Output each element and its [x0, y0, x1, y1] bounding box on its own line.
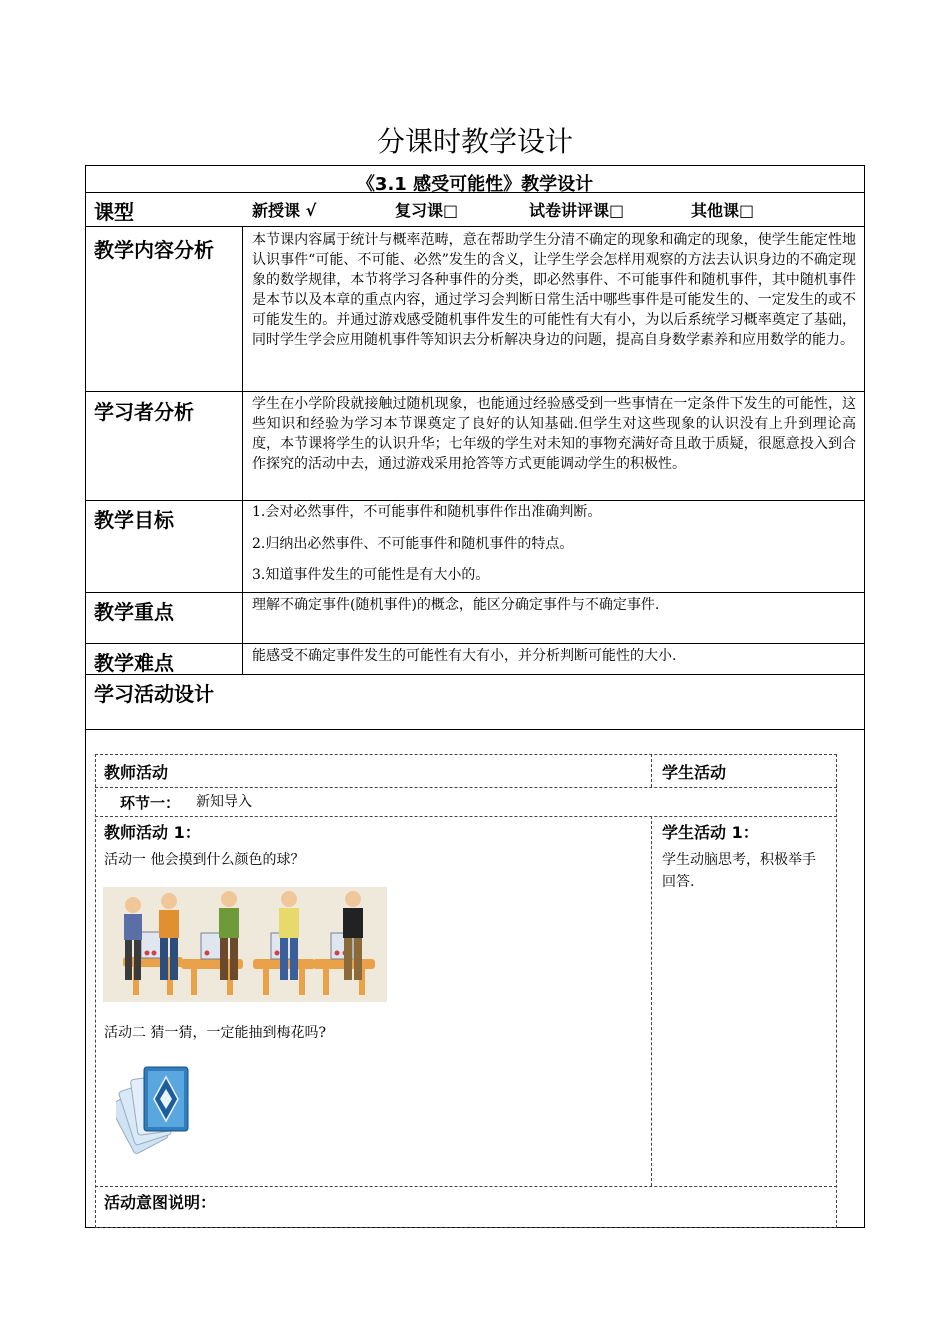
difficulties-text: 能感受不确定事件发生的可能性有大有小，并分析判断可能性的大小. [252, 648, 677, 664]
goal-item-1: 1.会对必然事件，不可能事件和随机事件作出准确判断。 [252, 504, 602, 520]
student-response-text: 学生动脑思考，积极举手回答. [662, 852, 816, 890]
option-new-lesson[interactable]: 新授课 √ [252, 201, 317, 220]
segment-label: 环节一： [120, 794, 181, 812]
activity-one-text: 活动一 他会摸到什么颜色的球？ [104, 852, 305, 868]
learner-analysis-text: 学生在小学阶段就接触过随机现象，也能通过经验感受到一些事情在一定条件下发生的可能性，这些知识和经验为学习本节课奠定了良好的认知基础.但学生对这些现象的认识没有上升到理论高度，本节课将学生的认识升华；七年级的学生对未知的事物充满好奇且敢于质疑，很愿意投入到合作探究的活动中去，通过游戏采用抢答等方式更能调动学生的积极性。 [252, 396, 856, 472]
option-other-lesson[interactable]: 其他课□ [691, 201, 755, 220]
content-analysis-text: 本节课内容属于统计与概率范畴，意在帮助学生分清不确定的现象和确定的现象，使学生能定性地认识事件“可能、不可能、必然”发生的含义，让学生学会怎样用观察的方法去认识身边的不确定现象的数学规律，本节将学习各种事件的分类，即必然事件、不可能事件和随机事件，其中随机事件是本节以及本章的重点内容，通过学习会判断日常生活中哪些事件是可能发生的、一定发生的或不可能发生的。并通过游戏感受随机事件发生的可能性有大有小，为以后系统学习概率奠定了基础，同时学生学会应用随机事件等知识去分析解决身边的问题，提高自身数学素养和应用数学的能力。 [252, 232, 856, 348]
lesson-type-label: 课型 [94, 200, 134, 224]
key-points-label: 教学重点 [94, 600, 174, 624]
goal-item-3: 3.知道事件发生的可能性是有大小的。 [252, 567, 490, 583]
student-activity-header: 学生活动 [662, 763, 727, 782]
goal-item-2: 2.归纳出必然事件、不可能事件和随机事件的特点。 [252, 536, 574, 552]
difficulties-label: 教学难点 [94, 651, 174, 675]
lesson-table [85, 165, 865, 1228]
content-analysis-label: 教学内容分析 [94, 238, 214, 262]
activity-design-label: 学习活动设计 [94, 682, 214, 706]
activity-intent-label: 活动意图说明： [104, 1193, 217, 1212]
playing-cards-illustration [116, 1063, 196, 1158]
teacher-activity-header: 教师活动 [104, 763, 169, 782]
activity-two-text: 活动二 猜一猜，一定能抽到梅花吗? [104, 1025, 326, 1041]
learner-analysis-label: 学习者分析 [94, 400, 194, 424]
goals-label: 教学目标 [94, 508, 174, 532]
kids-drawing-balls-illustration [103, 887, 387, 1002]
segment-title: 新知导入 [196, 794, 252, 810]
teacher-activity-1-title: 教师活动 1： [104, 823, 201, 842]
design-title: 《3.1 感受可能性》教学设计 [356, 174, 594, 195]
key-points-text: 理解不确定事件(随机事件)的概念，能区分确定事件与不确定事件. [252, 597, 660, 613]
option-review-lesson[interactable]: 复习课□ [395, 201, 459, 220]
student-activity-1-title: 学生活动 1： [662, 823, 759, 842]
page-title: 分课时教学设计 [376, 125, 573, 158]
option-exam-review[interactable]: 试卷讲评课□ [529, 201, 625, 220]
